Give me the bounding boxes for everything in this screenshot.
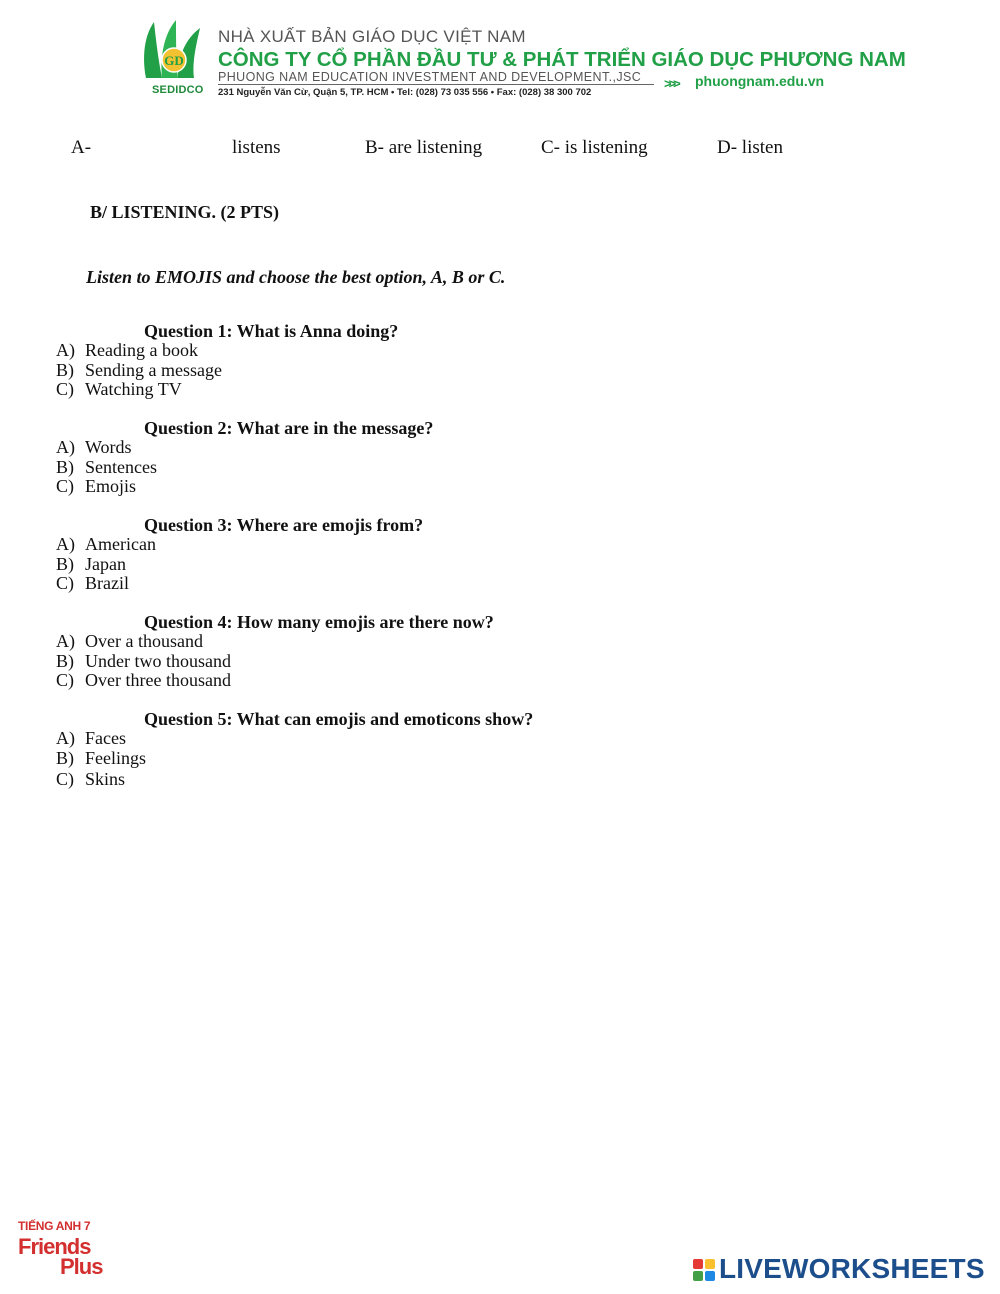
question-1: Question 1: What is Anna doing? — [144, 321, 399, 341]
option-d: D- listen — [717, 137, 783, 158]
question-4: Question 4: How many emojis are there now? — [144, 612, 494, 632]
liveworksheets-icon — [693, 1259, 715, 1281]
q5-option-c[interactable]: C) Skins — [56, 769, 126, 789]
publisher-logo-icon — [140, 18, 208, 80]
book-logo-friends: Friends — [18, 1234, 91, 1259]
q4-option-a[interactable]: A) Over a thousand — [56, 631, 203, 651]
q3-option-c[interactable]: C) Brazil — [56, 573, 129, 593]
company-address: 231 Nguyễn Văn Cừ, Quận 5, TP. HCM • Tel: (028) 73 035 556 • Fax: (028) 38 300 702 — [218, 87, 592, 98]
q2-option-a[interactable]: A) Words — [56, 437, 132, 457]
option-a-text: listens — [232, 137, 281, 158]
option-b: B- are listening — [365, 137, 483, 158]
book-series-label: TIẾNG ANH 7 — [18, 1219, 91, 1233]
header-divider — [218, 84, 654, 85]
q1-option-c[interactable]: C) Watching TV — [56, 379, 182, 399]
book-logo-plus: Plus — [60, 1254, 103, 1279]
q5-option-b[interactable]: B) Feelings — [56, 748, 146, 768]
question-2: Question 2: What are in the message? — [144, 418, 434, 438]
publisher-line: NHÀ XUẤT BẢN GIÁO DỤC VIỆT NAM — [218, 27, 526, 46]
q1-option-b[interactable]: B) Sending a message — [56, 360, 222, 380]
q4-option-c[interactable]: C) Over three thousand — [56, 670, 231, 690]
liveworksheets-logo: LIVEWORKSHEETS — [719, 1253, 985, 1284]
q4-option-b[interactable]: B) Under two thousand — [56, 651, 231, 671]
company-name-en: PHUONG NAM EDUCATION INVESTMENT AND DEVELOPMENT.,JSC — [218, 70, 642, 84]
option-a-label: A- — [71, 137, 92, 158]
q1-option-a[interactable]: A) Reading a book — [56, 340, 198, 360]
section-title: B/ LISTENING. (2 PTS) — [90, 202, 280, 222]
svg-text:GD: GD — [164, 53, 184, 68]
company-name-vi: CÔNG TY CỔ PHẦN ĐẦU TƯ & PHÁT TRIỂN GIÁO DỤC PHƯƠNG NAM — [218, 48, 906, 71]
q3-option-b[interactable]: B) Japan — [56, 554, 126, 574]
logo-wordmark: SEDIDCO — [152, 84, 204, 96]
option-c: C- is listening — [541, 137, 648, 158]
q2-option-b[interactable]: B) Sentences — [56, 457, 157, 477]
question-3: Question 3: Where are emojis from? — [144, 515, 424, 535]
website-link[interactable]: phuongnam.edu.vn — [695, 73, 825, 89]
q2-option-c[interactable]: C) Emojis — [56, 476, 137, 496]
q5-option-a[interactable]: A) Faces — [56, 728, 126, 748]
chevrons-icon: >>> — [664, 76, 678, 91]
q3-option-a[interactable]: A) American — [56, 534, 156, 554]
section-instruction: Listen to EMOJIS and choose the best option, A, B or C. — [86, 267, 506, 287]
question-5: Question 5: What can emojis and emoticons show? — [144, 709, 534, 729]
